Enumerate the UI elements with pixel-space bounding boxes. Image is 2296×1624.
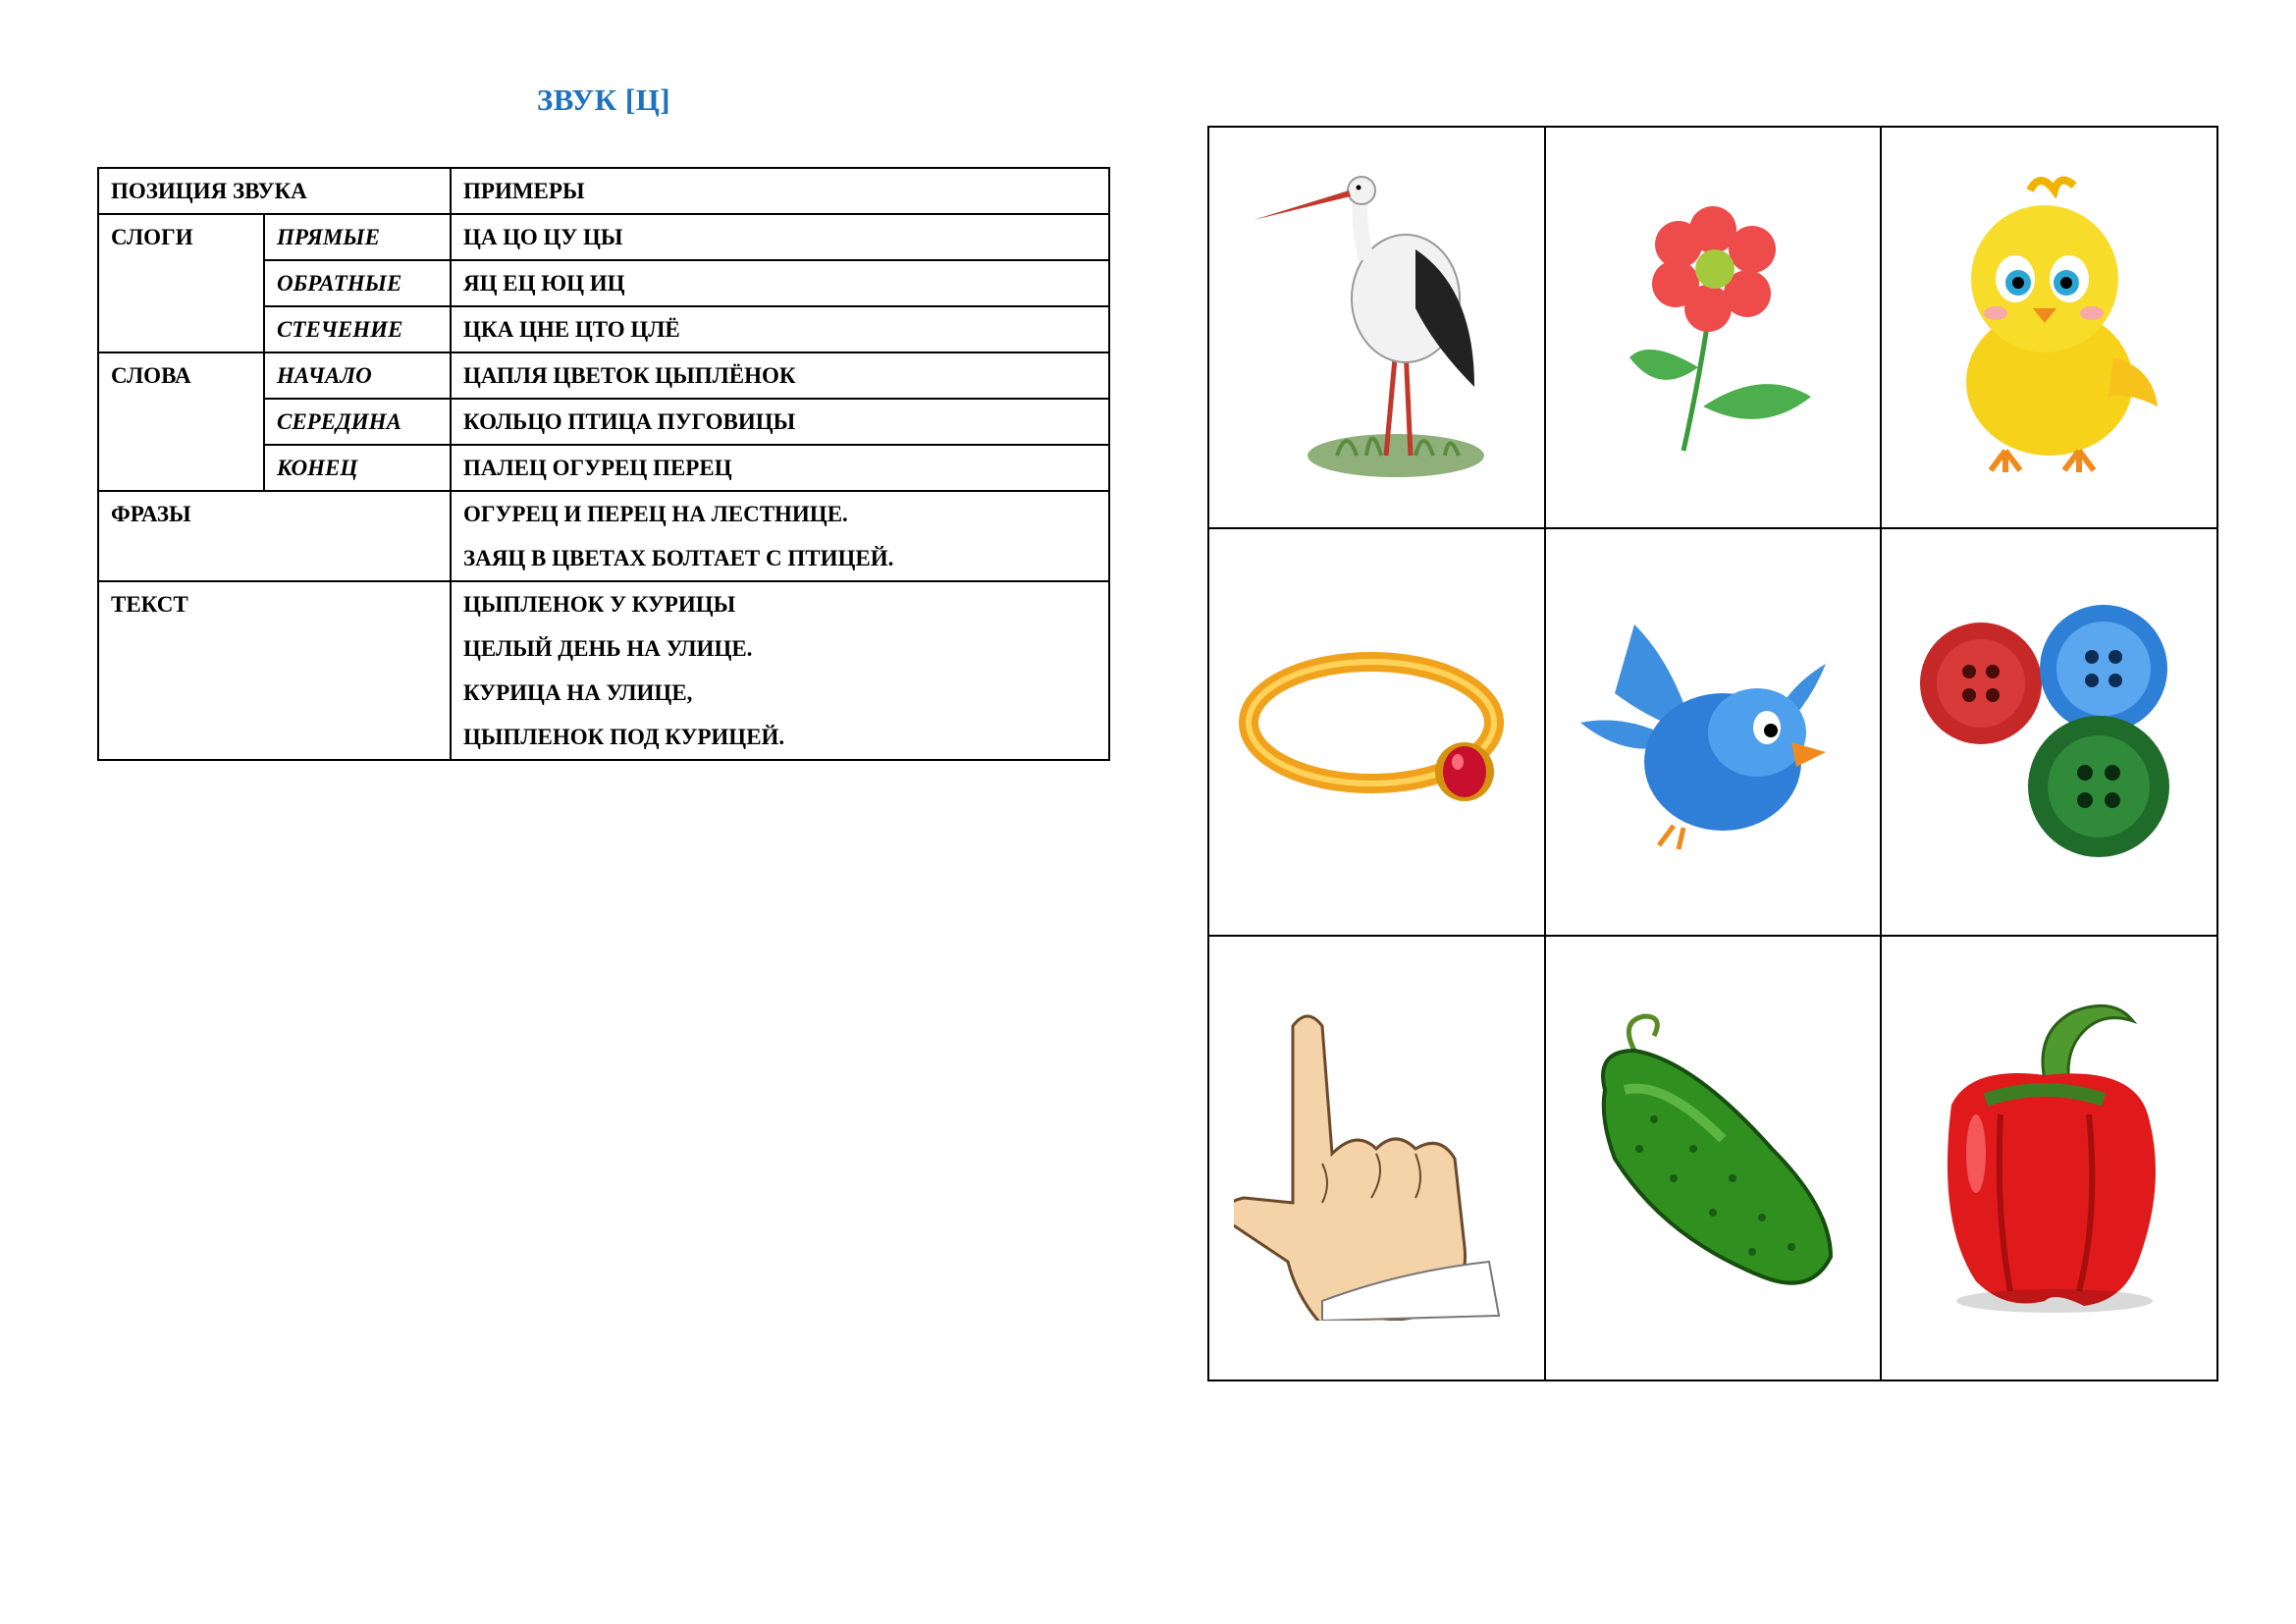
ring-cell [1208,528,1545,936]
ring-picture [1234,624,1519,840]
buttons-picture [1912,600,2187,865]
text-line: ЦЕЛЫЙ ДЕНЬ НА УЛИЦЕ. [463,636,753,661]
buttons-cell [1881,528,2217,936]
bird-picture [1575,605,1850,860]
words-sub-end: КОНЕЦ [264,445,451,491]
text-line: КУРИЦА НА УЛИЦЕ, [463,680,693,705]
words-label: СЛОВА [98,352,264,491]
cucumber-cell [1545,936,1882,1380]
phrase-line: ЗАЯЦ В ЦВЕТАХ БОЛТАЕТ С ПТИЦЕЙ. [463,546,894,570]
words-sub-middle: СЕРЕДИНА [264,399,451,445]
flower-cell [1545,127,1882,528]
pepper-cell [1881,936,2217,1380]
cucumber-picture [1566,1011,1860,1306]
phrase-line: ОГУРЕЦ И ПЕРЕЦ НА ЛЕСТНИЦЕ. [463,502,848,526]
syllables-reverse-examples: ЯЦ ЕЦ ЮЦ ИЦ [451,260,1109,306]
table-row [98,491,1109,581]
heron-picture [1249,161,1504,495]
text-line: ЦЫПЛЕНОК У КУРИЦЫ [463,592,736,617]
chick-picture [1937,171,2163,485]
table-row [98,581,1109,760]
pepper-picture [1917,997,2182,1321]
phrases-label: ФРАЗЫ [98,491,451,581]
sound-table [97,167,1110,761]
chick-cell [1881,127,2217,528]
words-sub-start: НАЧАЛО [264,352,451,399]
table-header-row [98,168,1109,214]
text-examples [451,581,1109,760]
syllables-label: СЛОГИ [98,214,264,352]
text-line: ЦЫПЛЕНОК ПОД КУРИЦЕЙ. [463,725,785,749]
header-examples: ПРИМЕРЫ [451,168,1109,214]
table-row [98,352,1109,399]
picture-grid [1207,126,2218,1381]
syllables-sub-direct: ПРЯМЫЕ [264,214,451,260]
flower-picture [1605,190,1821,465]
words-middle-examples: КОЛЬЦО ПТИЦА ПУГОВИЦЫ [451,399,1109,445]
words-end-examples: ПАЛЕЦ ОГУРЕЦ ПЕРЕЦ [451,445,1109,491]
syllables-cluster-examples: ЦКА ЦНЕ ЦТО ЦЛЁ [451,306,1109,352]
words-start-examples: ЦАПЛЯ ЦВЕТОК ЦЫПЛЁНОК [451,352,1109,399]
finger-picture [1234,997,1519,1321]
syllables-sub-cluster: СТЕЧЕНИЕ [264,306,451,352]
syllables-sub-reverse: ОБРАТНЫЕ [264,260,451,306]
bird-cell [1545,528,1882,936]
syllables-direct-examples: ЦА ЦО ЦУ ЦЫ [451,214,1109,260]
phrases-examples [451,491,1109,581]
table-row [98,214,1109,260]
text-label: ТЕКСТ [98,581,451,760]
heron-cell [1208,127,1545,528]
finger-cell [1208,936,1545,1380]
header-position: ПОЗИЦИЯ ЗВУКА [98,168,451,214]
page-title: ЗВУК [Ц] [536,82,671,117]
